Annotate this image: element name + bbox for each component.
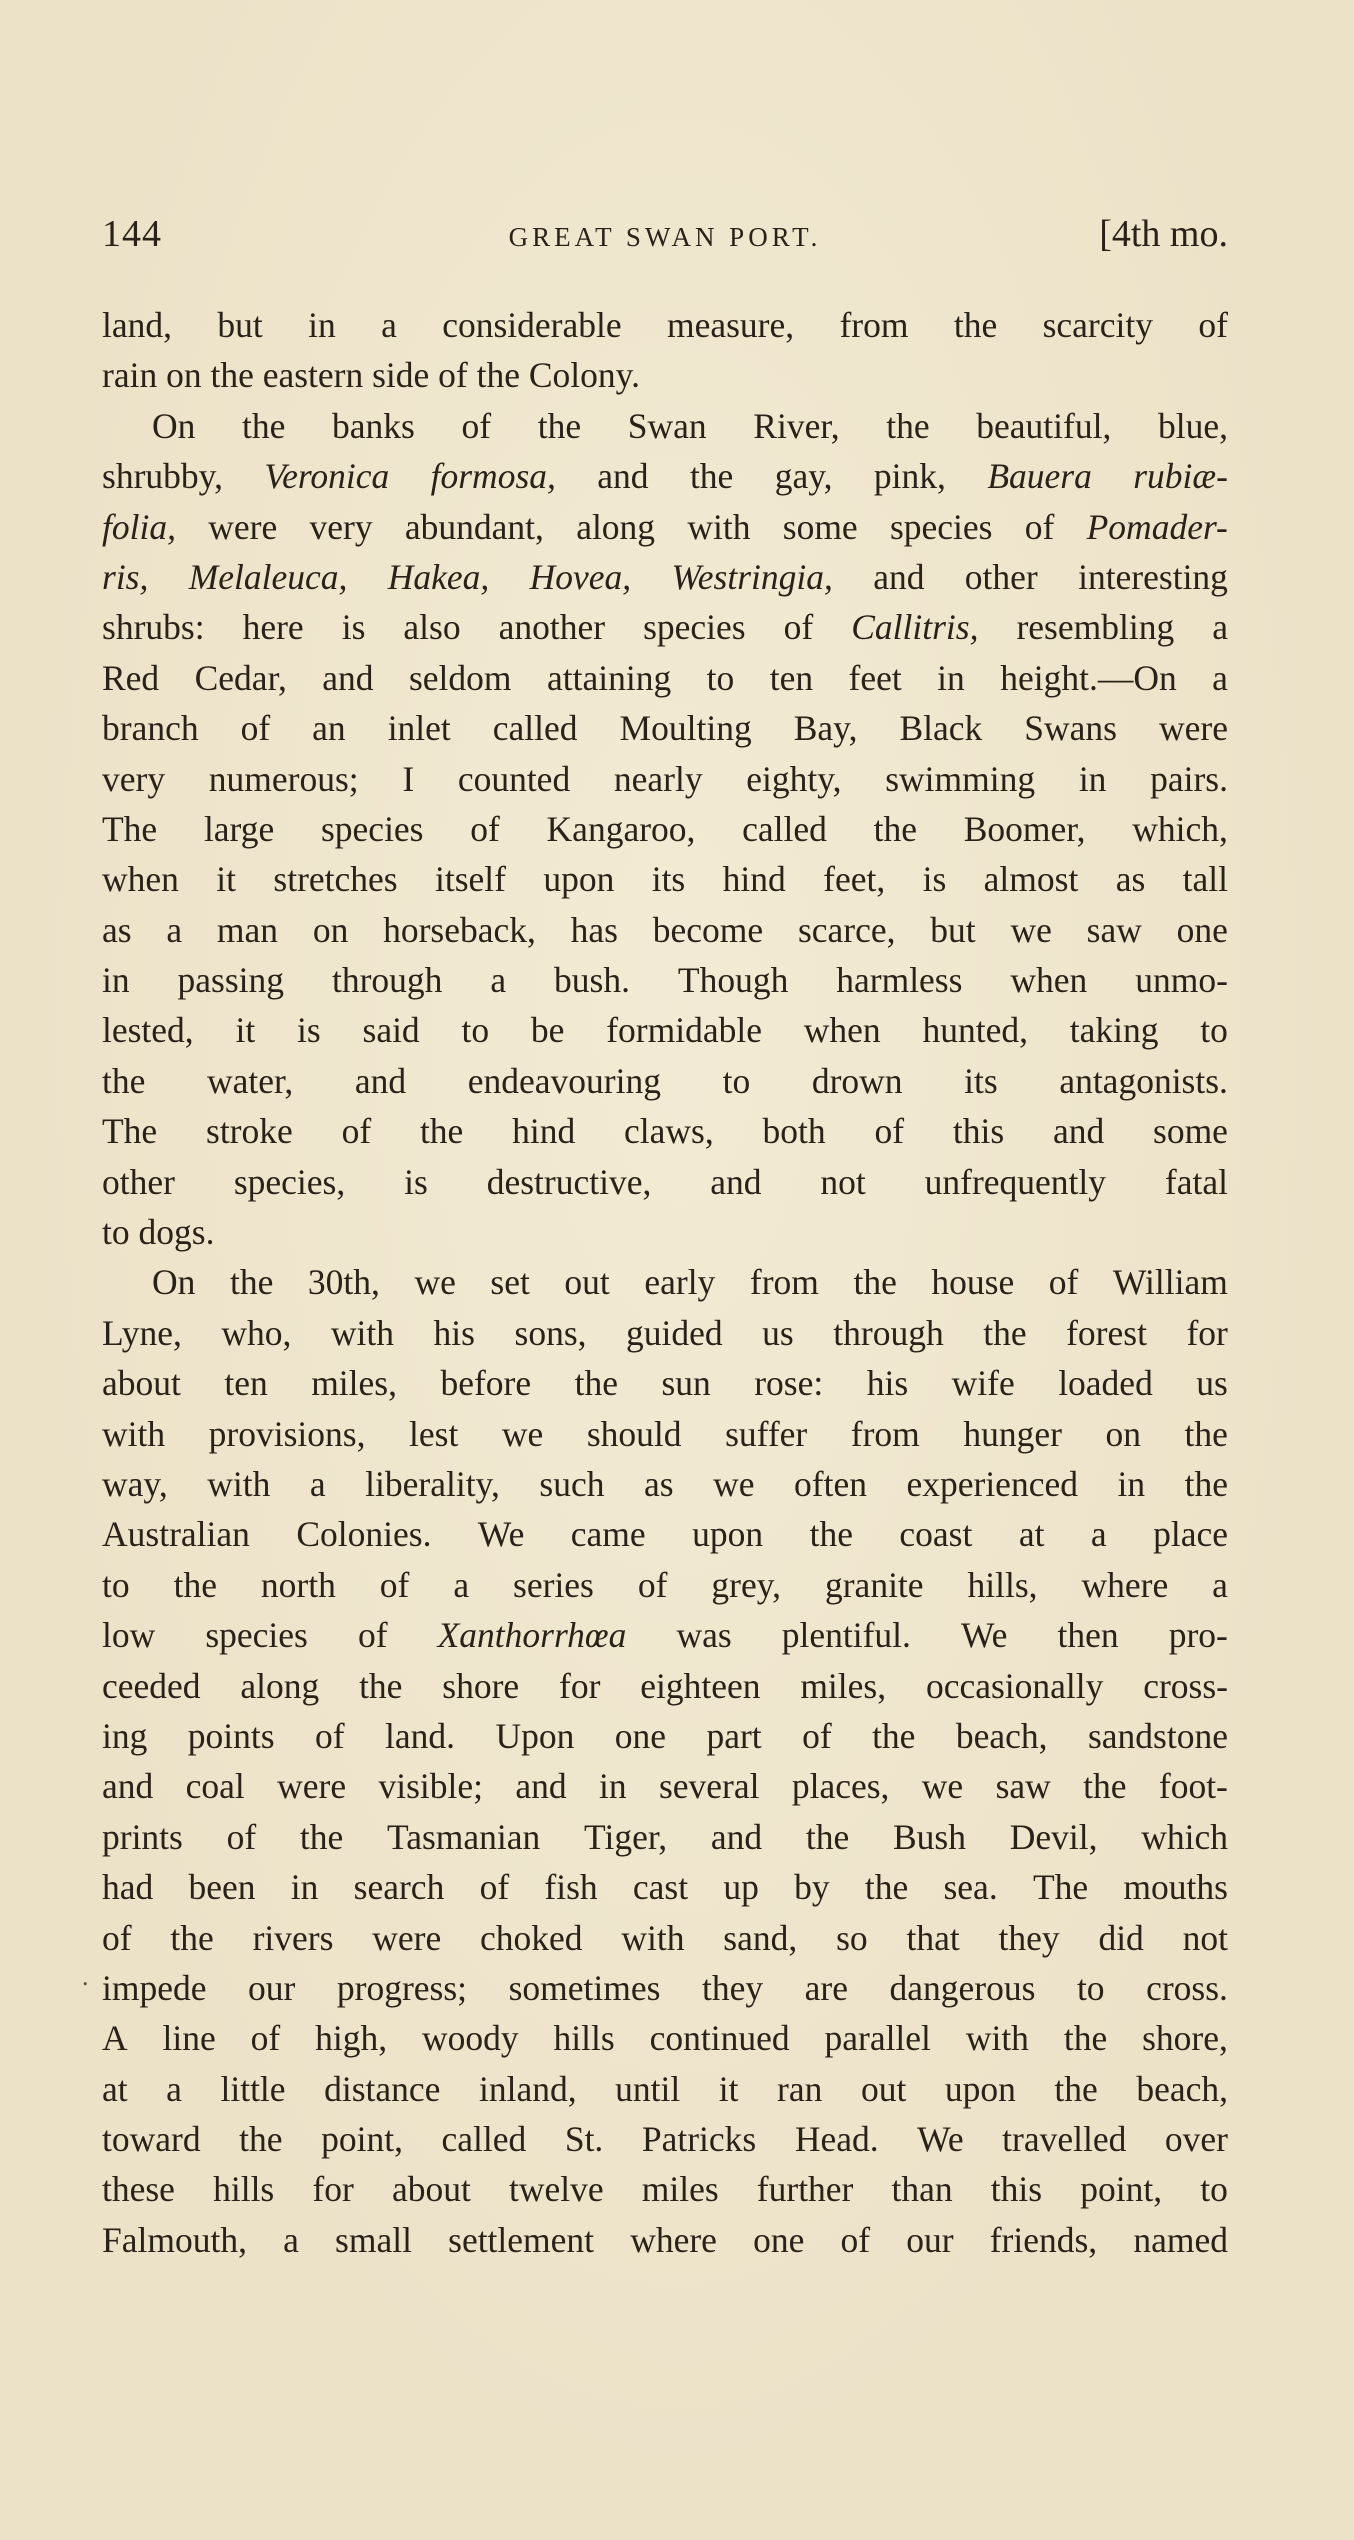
text-line: ceeded along the shore for eighteen miles, occasionally cross- <box>102 1665 1228 1706</box>
text-line: shrubs: here is also another species of Callitris, resembling a <box>102 607 1228 648</box>
text-line: land, but in a considerable measure, from the scarcity of <box>102 305 1228 345</box>
text-line: prints of the Tasmanian Tiger, and the Bush Devil, which <box>102 1816 1228 1857</box>
body-text <box>102 300 1228 2265</box>
text-line: On the banks of the Swan River, the beautiful, blue, <box>152 405 1228 446</box>
text-line: about ten miles, before the sun rose: his wife loaded us <box>102 1363 1228 1404</box>
text-line: impede our progress; sometimes they are dangerous to cross. <box>102 1967 1228 2008</box>
text-line: branch of an inlet called Moulting Bay, Black Swans were <box>102 708 1228 749</box>
stray-mark: . <box>82 1962 89 1991</box>
text-line: On the 30th, we set out early from the house of William <box>152 1262 1228 1303</box>
text-line: had been in search of fish cast up by the sea. The mouths <box>102 1867 1228 1908</box>
text-line: ing points of land. Upon one part of the beach, sandstone <box>102 1715 1228 1756</box>
text-line: Lyne, who, with his sons, guided us through the forest for <box>102 1312 1228 1353</box>
text-line: toward the point, called St. Patricks Head. We travelled over <box>102 2119 1228 2160</box>
text-line: ris, Melaleuca, Hakea, Hovea, Westringia, and other interesting <box>102 556 1228 597</box>
text-line: to dogs. <box>102 1212 215 1253</box>
text-line: Falmouth, a small settlement where one of our friends, named <box>102 2219 1228 2260</box>
text-line: lested, it is said to be formidable when hunted, taking to <box>102 1010 1228 1051</box>
text-line: other species, is destructive, and not unfrequently fatal <box>102 1161 1228 1202</box>
text-line: rain on the eastern side of the Colony. <box>102 355 640 396</box>
text-line: the water, and endeavouring to drown its antagonists. <box>102 1060 1228 1101</box>
text-line: in passing through a bush. Though harmless when unmo- <box>102 960 1228 1001</box>
text-line: very numerous; I counted nearly eighty, swimming in pairs. <box>102 758 1228 799</box>
text-line: when it stretches itself upon its hind feet, is almost as tall <box>102 859 1228 900</box>
text-line: with provisions, lest we should suffer from hunger on the <box>102 1413 1228 1454</box>
text-line: as a man on horseback, has become scarce, but we saw one <box>102 909 1228 950</box>
text-line: A line of high, woody hills continued parallel with the shore, <box>102 2018 1228 2059</box>
running-header <box>102 212 1228 268</box>
text-line: folia, were very abundant, along with some species of Pomader- <box>102 506 1228 547</box>
text-line: shrubby, Veronica formosa, and the gay, pink, Bauera rubiæ- <box>102 456 1228 497</box>
running-title: GREAT SWAN PORT. <box>508 222 822 252</box>
text-line: to the north of a series of grey, granite hills, where a <box>102 1564 1228 1605</box>
text-line: Red Cedar, and seldom attaining to ten feet in height.—On a <box>102 657 1228 698</box>
text-line: way, with a liberality, such as we often experienced in the <box>102 1463 1228 1504</box>
text-line: of the rivers were choked with sand, so that they did not <box>102 1917 1228 1958</box>
text-line: at a little distance inland, until it ran out upon the beach, <box>102 2068 1228 2109</box>
text-line: The stroke of the hind claws, both of this and some <box>102 1111 1228 1152</box>
running-date: [4th mo. <box>1099 213 1228 255</box>
text-line: low species of Xanthorrhœa was plentiful. We then pro- <box>102 1615 1228 1656</box>
text-line: and coal were visible; and in several places, we saw the foot- <box>102 1766 1228 1807</box>
text-line: The large species of Kangaroo, called the Boomer, which, <box>102 808 1228 849</box>
text-line: these hills for about twelve miles further than this point, to <box>102 2169 1228 2210</box>
text-line: Australian Colonies. We came upon the coast at a place <box>102 1514 1228 1555</box>
page-number: 144 <box>102 213 162 255</box>
